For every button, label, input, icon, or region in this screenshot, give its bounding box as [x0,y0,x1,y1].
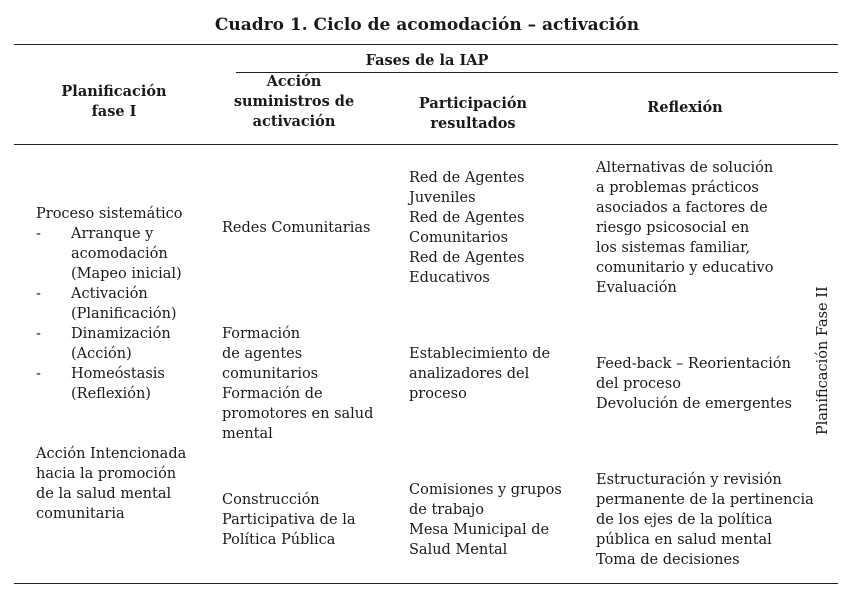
cell-line: analizadores del [409,366,530,382]
cell-line: Estructuración y revisión [596,472,782,488]
list-item [36,324,183,364]
header-line: fase I [91,103,137,120]
list-item-line: Activación [71,286,148,302]
cell-line: Establecimiento de [409,346,551,362]
cell-line: Toma de decisiones [596,552,740,568]
table-title: Cuadro 1. Ciclo de acomodación – activación [214,15,640,35]
list-item-line: Arranque y [71,226,154,242]
dash: - [36,326,41,342]
header-line: resultados [430,115,516,132]
cell-line: Juveniles [409,190,476,206]
col4-row1 [596,158,773,298]
col2-row3 [222,490,356,550]
header-line: Acción [266,73,322,90]
cell-line: Red de Agentes [409,250,525,266]
list-item [36,284,183,324]
bottom-rule [14,583,838,584]
cell-line: promotores en salud [222,406,374,422]
col4-row2 [596,354,792,414]
col4-row3 [596,470,814,570]
header-line: activación [252,113,336,130]
proceso-heading: Proceso sistemático [36,206,183,222]
cell-line: Comunitarios [409,230,509,246]
col3-row1 [409,168,524,288]
header-reflexion [620,98,750,118]
header-line: Reflexión [647,99,723,116]
cell-line: pública en salud mental [596,532,772,548]
cell-line: comunitarios [222,366,319,382]
col3-row2 [409,344,550,404]
cell-line: Educativos [409,270,490,286]
side-label-planificacion-fase-ii: Planificación Fase II [815,286,831,435]
cell-line: permanente de la pertinencia [596,492,814,508]
cell-line: los sistemas familiar, [596,240,751,256]
header-rule [14,144,838,145]
cell-line: mental [222,426,273,442]
cell-line: comunitaria [36,506,125,522]
col3-row3 [409,480,562,560]
header-line: suministros de [233,93,355,110]
cell-line: del proceso [596,376,681,392]
top-rule [14,44,838,45]
cell-line: Construcción [222,492,320,508]
cell-line: Red de Agentes [409,170,525,186]
list-item [36,364,183,404]
cell-line: Comisiones y grupos [409,482,562,498]
header-line: Planificación [61,83,167,100]
cell-line: de agentes [222,346,303,362]
cell-line: Salud Mental [409,542,508,558]
col1-proceso [36,204,183,404]
list-item-line: (Planificación) [71,306,177,322]
cell-line: Alternativas de solución [596,160,774,176]
list-item-line: Homeóstasis [71,366,165,382]
cell-line: proceso [409,386,467,402]
col2-row1 [222,218,370,238]
cell-line: de los ejes de la política [596,512,773,528]
header-line: Participación [418,95,528,112]
list-item-line: Dinamización [71,326,171,342]
cell-line: Participativa de la [222,512,356,528]
list-item-line: (Reflexión) [71,386,151,402]
col2-row2 [222,324,373,444]
cell-line: Formación de [222,386,323,402]
cell-line: de trabajo [409,502,485,518]
cell-line: hacia la promoción [36,466,177,482]
header-participacion [398,94,548,134]
dash: - [36,366,41,382]
cell-line: Evaluación [596,280,677,296]
cell-line: Redes Comunitarias [222,220,371,236]
list-item-line: (Mapeo inicial) [71,266,182,282]
group-header: Fases de la IAP [365,52,489,69]
cell-line: Red de Agentes [409,210,525,226]
dash: - [36,286,41,302]
cell-line: Mesa Municipal de [409,522,550,538]
cell-line: Formación [222,326,301,342]
dash: - [36,226,41,242]
header-planificacion [44,82,184,122]
col1-accion-intencionada [36,444,186,524]
cell-line: Política Pública [222,532,336,548]
header-accion [214,72,374,132]
list-item-line: acomodación [71,246,168,262]
cell-line: comunitario y educativo [596,260,774,276]
cell-line: riesgo psicosocial en [596,220,750,236]
cell-line: de la salud mental [36,486,172,502]
cell-line: Devolución de emergentes [596,396,792,412]
cell-line: a problemas prácticos [596,180,759,196]
cell-line: Feed-back – Reorientación [596,356,791,372]
cell-line: asociados a factores de [596,200,768,216]
list-item-line: (Acción) [71,346,132,362]
list-item [36,224,183,284]
cell-line: Acción Intencionada [36,446,187,462]
